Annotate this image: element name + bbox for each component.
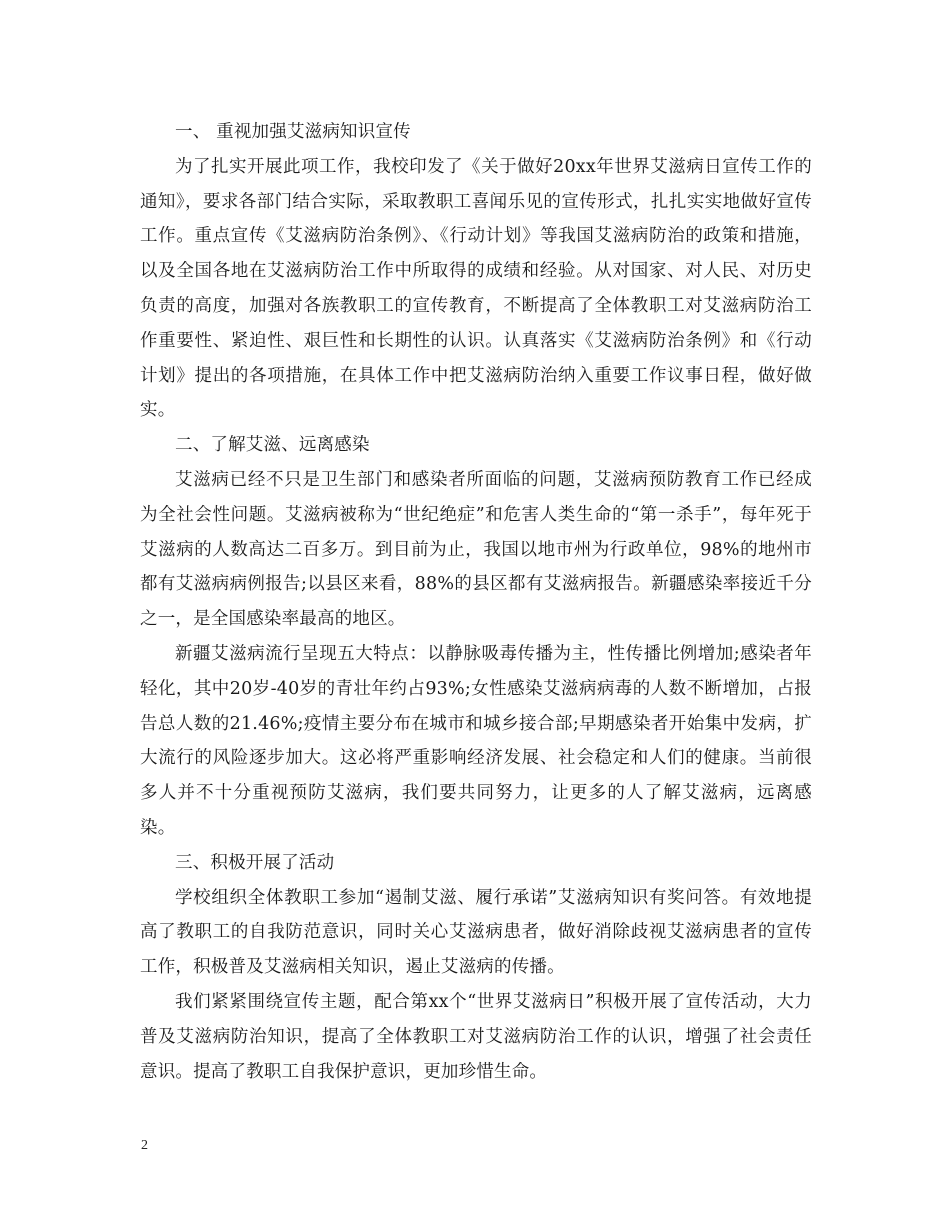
document-body (140, 115, 812, 1089)
section-1-paragraph-1: 为了扎实开展此项工作，我校印发了《关于做好20xx年世界艾滋病日宣传工作的通知》，要求各部门结合实际，采取教职工喜闻乐见的宣传形式，扎扎实实地做好宣传工作。重点宣传《艾滋病防治条例》、《行动计划》等我国艾滋病防治的政策和措施，以及全国各地在艾滋病防治工作中所取得的成绩和经验。从对国家、对人民、对历史负责的高度，加强对各族教职工的宣传教育，不断提高了全体教职工对艾滋病防治工作重要性、紧迫性、艰巨性和长期性的认识。认真落实《艾滋病防治条例》和《行动计划》提出的各项措施，在具体工作中把艾滋病防治纳入重要工作议事日程，做好做实。 (140, 156, 812, 421)
section-3-paragraph-2: 我们紧紧围绕宣传主题，配合第xx个“世界艾滋病日”积极开展了宣传活动，大力普及艾滋病防治知识，提高了全体教职工对艾滋病防治工作的认识，增强了社会责任意识。提高了教职工自我保护意识，更加珍惜生命。 (140, 991, 812, 1082)
section-3-paragraph-1: 学校组织全体教职工参加“遏制艾滋、履行承诺”艾滋病知识有奖问答。有效地提高了教职工的自我防范意识，同时关心艾滋病患者，做好消除歧视艾滋病患者的宣传工作，积极普及艾滋病相关知识，遏止艾滋病的传播。 (140, 887, 812, 978)
section-heading-1: 一、 重视加强艾滋病知识宣传 (175, 122, 411, 142)
section-2-paragraph-1: 艾滋病已经不只是卫生部门和感染者所面临的问题，艾滋病预防教育工作已经成为全社会性问题。艾滋病被称为“世纪绝症”和危害人类生命的“第一杀手”，每年死于艾滋病的人数高达二百多万。到目前为止，我国以地市州为行政单位，98%的地州市都有艾滋病病例报告;以县区来看，88%的县区都有艾滋病报告。新疆感染率接近千分之一，是全国感染率最高的地区。 (140, 469, 812, 630)
section-heading-2: 二、了解艾滋、远离感染 (175, 435, 370, 456)
section-2-paragraph-2: 新疆艾滋病流行呈现五大特点：以静脉吸毒传播为主，性传播比例增加;感染者年轻化，其中20岁-40岁的青壮年约占93%;女性感染艾滋病病毒的人数不断增加，占报告总人数的21.46%;疫情主要分布在城市和城乡接合部;早期感染者开始集中发病，扩大流行的风险逐步加大。这必将严重影响经济发展、社会稳定和人们的健康。当前很多人并不十分重视预防艾滋病，我们要共同努力，让更多的人了解艾滋病，远离感染。 (140, 643, 812, 838)
page-number: 2 (141, 1138, 148, 1153)
section-heading-3: 三、积极开展了活动 (175, 852, 335, 873)
